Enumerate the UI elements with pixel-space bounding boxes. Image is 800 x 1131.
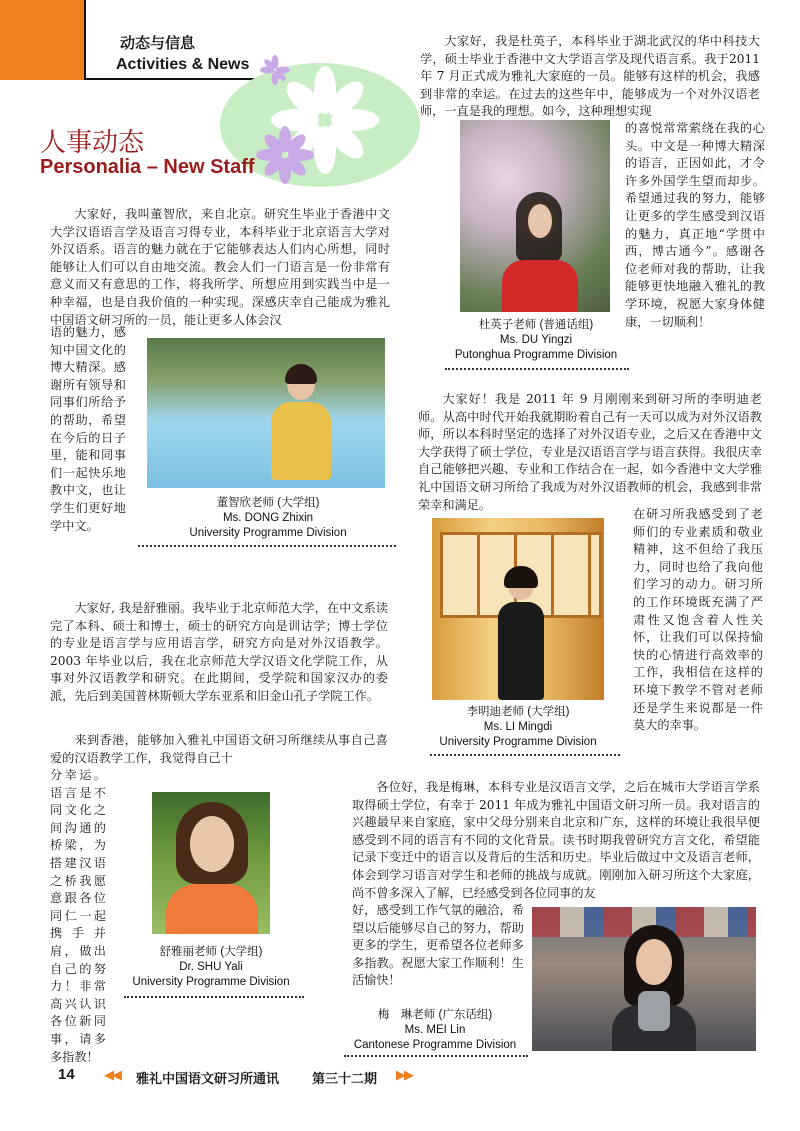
du-caption xyxy=(448,318,624,363)
shu-paragraph-narrow: 分幸运。语言是不同文化之间沟通的桥梁，为搭建汉语之桥我愿意跟各位同仁一起携手并肩，做出自己的努力！非常高兴认识各位新同事，请多多指教！ xyxy=(50,768,106,1064)
footer-newsletter-title: 雅礼中国语文研习所通讯 xyxy=(136,1072,280,1087)
mei-caption-divider xyxy=(344,1055,528,1057)
dong-caption xyxy=(150,496,386,541)
corner-orange-block xyxy=(0,0,84,80)
page-number: 14 xyxy=(58,1066,75,1083)
mei-caption-division: Cantonese Programme Division xyxy=(353,1039,517,1051)
dong-caption-cn: 董智欣老师 (大学组) xyxy=(216,497,320,509)
du-caption-division: Putonghua Programme Division xyxy=(454,349,618,361)
mei-paragraph-narrow: 好，感受到工作气氛的融洽，希望以后能够尽自己的努力，帮助更多的学生，更希望各位老师多多指教。祝愿大家工作顺利！生活愉快！ xyxy=(352,903,524,988)
shu-caption-division: University Programme Division xyxy=(132,976,290,988)
footer-issue: 第三十二期 xyxy=(312,1072,378,1087)
li-caption-cn: 李明迪老师 (大学组) xyxy=(466,706,570,718)
du-caption-name: Ms. DU Yingzi xyxy=(499,334,573,346)
page-title-en: Personalia – New Staff xyxy=(40,156,255,178)
shu-caption-name: Dr. SHU Yali xyxy=(179,961,243,973)
du-caption-cn: 杜英子老师 (普通话组) xyxy=(478,319,594,331)
shu-paragraph-2: 来到香港，能够加入雅礼中国语文研习所继续从事自己喜爱的汉语教学工作，我觉得自己十 xyxy=(50,733,388,765)
dong-caption-divider xyxy=(138,545,396,547)
li-caption-division: University Programme Division xyxy=(439,736,597,748)
shu-caption xyxy=(118,945,304,990)
li-photo xyxy=(432,518,604,700)
mei-caption xyxy=(340,1008,530,1053)
mei-photo xyxy=(532,907,756,1051)
dong-paragraph-narrow: 语的魅力，感知中国文化的博大精深。感谢所有领导和同事们所给予的帮助，希望在今后的日子里，能和同事们一起快乐地教中文，也让学生们更好地学中文。 xyxy=(50,325,126,533)
li-caption xyxy=(420,705,616,750)
shu-caption-divider xyxy=(124,996,304,998)
dong-caption-name: Ms. DONG Zhixin xyxy=(222,512,314,524)
mei-caption-cn: 梅 琳老师 (广东话组) xyxy=(377,1009,493,1021)
li-photo-figure xyxy=(498,570,544,700)
dong-photo-figure xyxy=(271,368,331,480)
footer-arrows-right-icon: ▶▶ xyxy=(396,1068,412,1083)
du-photo xyxy=(460,120,610,312)
du-paragraph: 大家好，我是杜英子，本科毕业于湖北武汉的华中科技大学，硕士毕业于香港中文大学语言学及现代语言系。我于2011 年 7 月正式成为雅礼大家庭的一员。能够有这样的机会，我感到非常的幸运。在过去的这些年中，能够成为一个对外汉语老师，一直是我的理想。如今，这种理想实现 xyxy=(420,34,760,119)
li-caption-divider xyxy=(430,754,620,756)
page-title-cn: 人事动态 xyxy=(40,128,145,158)
dong-paragraph: 大家好，我叫董智欣，来自北京。研究生毕业于香港中文大学汉语语言学及语言习得专业，本科毕业于北京语言大学对外汉语系。语言的魅力就在于它能够表达人们内心所想，同时能够让人们可以自由地交流。教会人们一门语言是一份非常有意义而又有意思的工作，将我所学、所想应用到实践当中是一种幸福，也是自我价值的一种实现。深感庆幸自己能成为雅礼中国语文研习所的一员，能让更多人体会汉 xyxy=(50,207,390,327)
du-paragraph-narrow: 的喜悦常常萦绕在我的心头。中文是一种博大精深的语言，正因如此，才令许多外国学生望而却步。希望通过我的努力，能够让更多的学生感受到汉语的魅力，真正地“学贯中西，博古通今”。感谢各位老师对我的帮助，让我能够更快地融入雅礼的教学环境，祝愿大家身体健康，一切顺利！ xyxy=(625,121,765,329)
mei-photo-figure xyxy=(612,925,696,1051)
section-title-en: Activities & News xyxy=(116,56,250,73)
section-title-cn: 动态与信息 xyxy=(120,34,196,52)
footer-arrows-left-icon: ◀◀ xyxy=(104,1068,120,1083)
li-caption-name: Ms. LI Mingdi xyxy=(483,721,553,733)
li-paragraph: 大家好！我是 2011 年 9 月刚刚来到研习所的李明迪老师。从高中时代开始我就期盼着自己有一天可以成为对外汉语教师，所以本科时坚定的选择了对外汉语专业，之后又在香港中文大学获得了硕士学位，专业是汉语语言学与语言获得。我很庆幸自己能够把兴趣、专业和工作结合在一起，如今香港中文大学雅礼中国语文研习所给了我成为对外汉语教师的机会，我感到非常荣幸和满足。 xyxy=(418,392,762,512)
shu-photo xyxy=(152,792,270,934)
shu-paragraph: 大家好, 我是舒雅丽。我毕业于北京师范大学，在中文系读完了本科、硕士和博士，硕士的研究方向是训诂学；博士学位的专业是语言学与应用语言学，研究方向是对外汉语教学。2003 年毕业以后，我在北京师范大学汉语文化学院工作，从事对外汉语教学和研究。在此期间，受学院和国家汉办的委派，先后到美国普林斯顿大学东亚系和旧金山孔子学院工作。 xyxy=(50,601,388,703)
dong-caption-division: University Programme Division xyxy=(189,527,347,539)
header-rule-top xyxy=(84,0,86,80)
mei-paragraph: 各位好，我是梅琳，本科专业是汉语言文学，之后在城市大学语言学系取得硕士学位，有幸于 2011 年成为雅礼中国语文研习所一员。我对语言的兴趣最早来自家庭，家中父母分别来自北京和广东，这样的环境让我很早便感受到不同的语言有不同的文化背景。读书时期我曾研究方言文化，希望能记录下变迁中的语言以及背后的生活和历史。毕业后做过中文及语言老师，体会到学习语言对学生和老师的挑战与成就。刚刚加入研习所这个大家庭，尚不曾多深入了解，已经感受到各位同事的友 xyxy=(352,780,760,900)
shu-photo-figure xyxy=(166,800,258,934)
mei-caption-name: Ms. MEI Lin xyxy=(404,1024,466,1036)
du-caption-divider xyxy=(445,368,629,370)
shu-caption-cn: 舒雅丽老师 (大学组) xyxy=(159,946,263,958)
li-paragraph-narrow: 在研习所我感受到了老师们的专业素质和敬业精神，这不但给了我压力，同时也给了我向他们学习的动力。研习所的工作环境既充满了严肃性又饱含着人性关怀，让我们可以保持愉快的心情进行高效率的工作，我相信在这样的环境下教学不管对老师还是学生来说都是一件莫大的幸事。 xyxy=(633,507,763,733)
du-photo-figure xyxy=(500,190,580,312)
dong-photo xyxy=(147,338,385,488)
